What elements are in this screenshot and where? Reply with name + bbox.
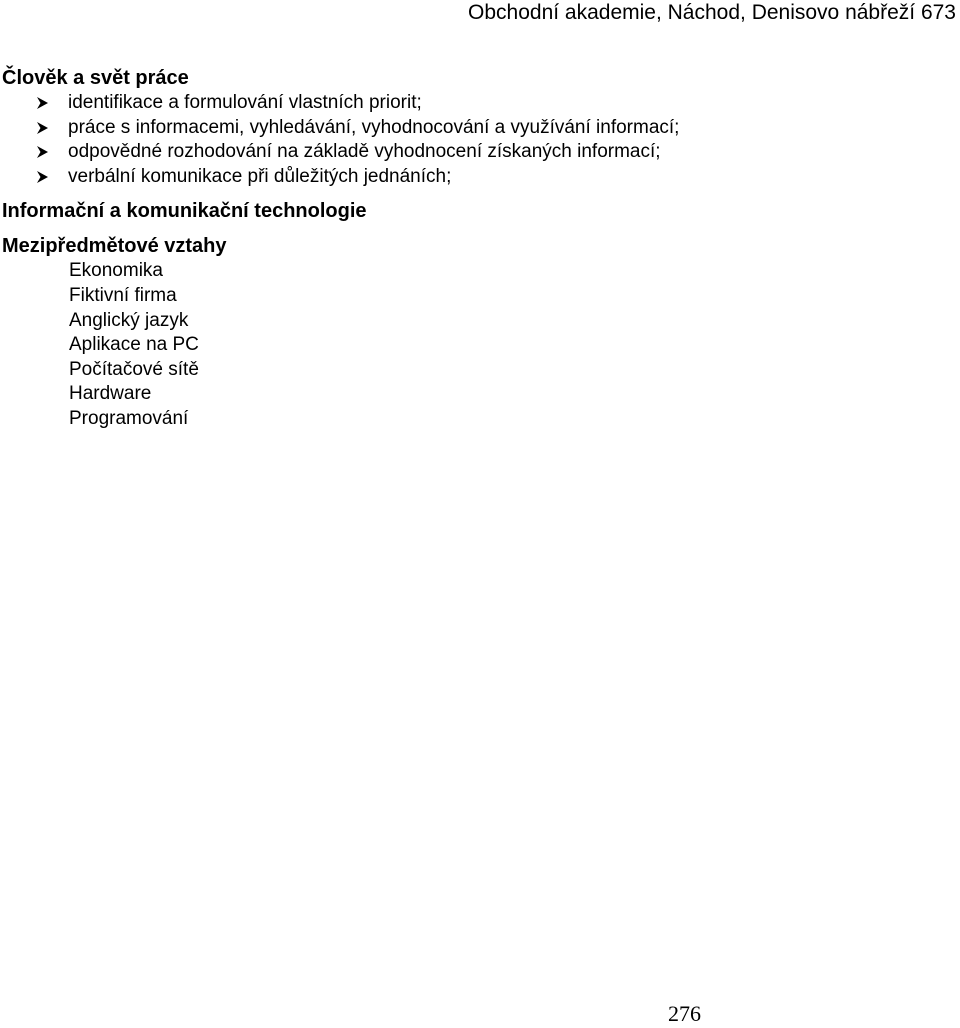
- list-item: Aplikace na PC: [69, 334, 199, 356]
- section-title-mezipredmetove-vztahy: Mezipředmětové vztahy: [2, 235, 227, 258]
- arrowhead-bullet-icon: [2, 96, 68, 110]
- document-header: Obchodní akademie, Náchod, Denisovo nábřeží 673: [468, 1, 956, 24]
- related-subjects-list: [2, 259, 942, 431]
- list-item: Hardware: [69, 383, 152, 405]
- list-item: Počítačové sítě: [69, 358, 199, 380]
- list-item-text: odpovědné rozhodování na základě vyhodnocení získaných informací;: [68, 141, 661, 163]
- document-body: [2, 66, 942, 432]
- section-title-clovek-a-svet-prace: Člověk a svět práce: [2, 67, 189, 89]
- list-item: [2, 165, 942, 190]
- list-item: Anglický jazyk: [69, 309, 189, 331]
- section-title-ikt: Informační a komunikační technologie: [2, 200, 367, 223]
- list-item: [2, 116, 942, 141]
- arrowhead-bullet-icon: [2, 170, 68, 184]
- list-item: Programování: [69, 407, 189, 429]
- list-item-text: identifikace a formulování vlastních priorit;: [68, 92, 422, 113]
- list-item-text: práce s informacemi, vyhledávání, vyhodnocování a využívání informací;: [68, 116, 680, 138]
- list-item-text: verbální komunikace při důležitých jednáních;: [68, 165, 452, 187]
- list-item: Ekonomika: [69, 260, 163, 282]
- arrowhead-bullet-icon: [2, 145, 68, 159]
- page-number: 276: [668, 1001, 701, 1026]
- list-item: [2, 140, 942, 165]
- bullet-list: [2, 91, 942, 189]
- arrowhead-bullet-icon: [2, 121, 68, 135]
- list-item: [2, 91, 942, 116]
- list-item: Fiktivní firma: [69, 284, 177, 306]
